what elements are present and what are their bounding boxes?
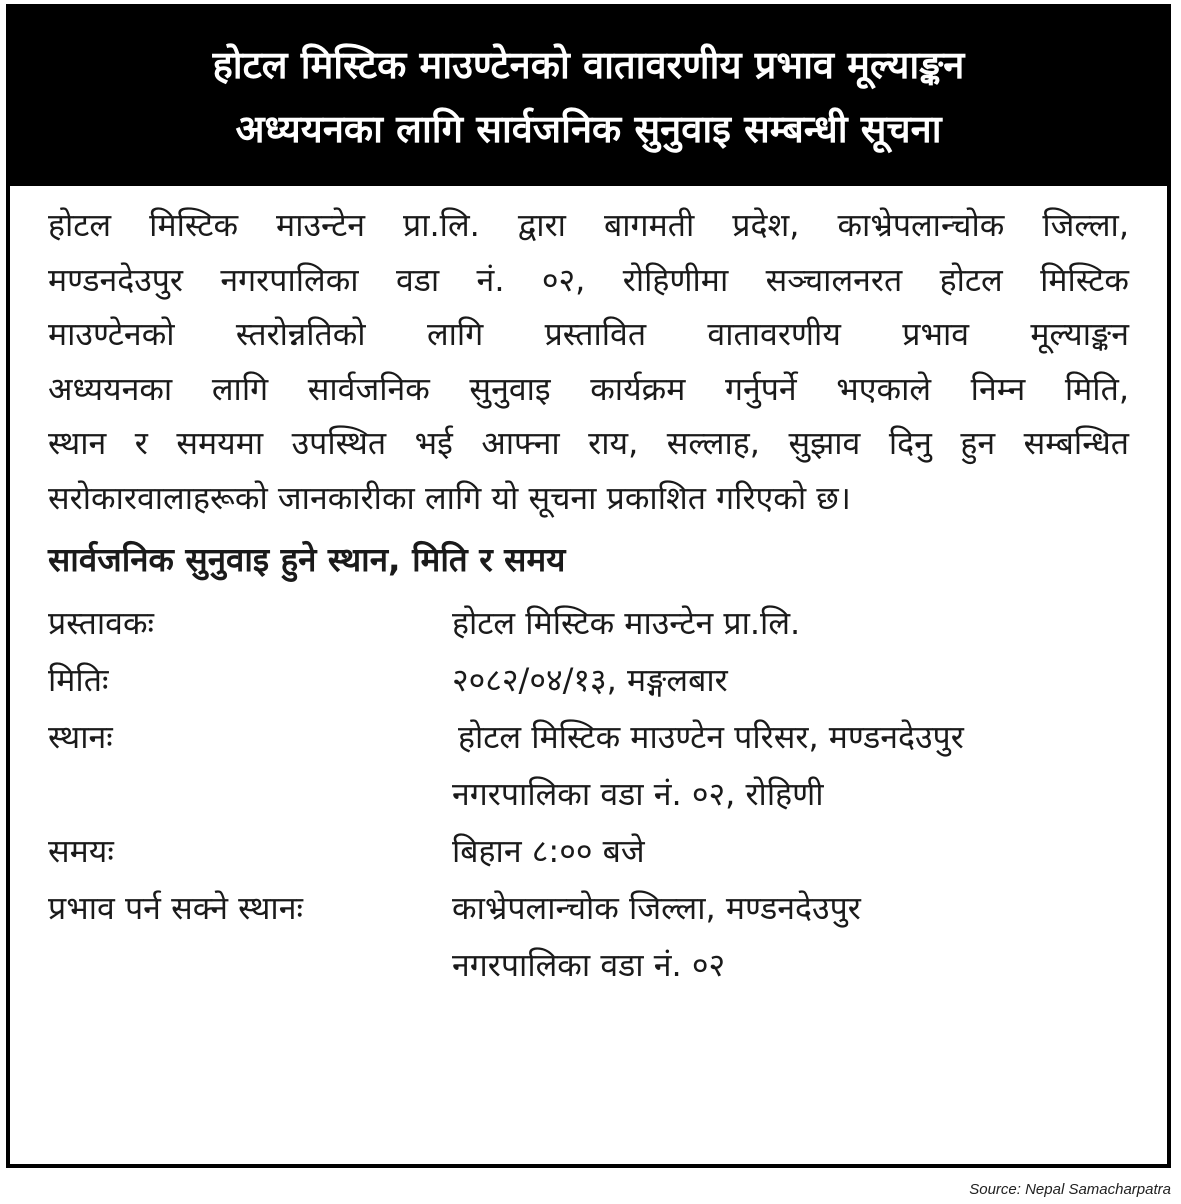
detail-value-line: होटल मिस्टिक माउण्टेन परिसर, मण्डनदेउपुर bbox=[458, 718, 964, 756]
detail-label: स्थानः bbox=[48, 718, 113, 756]
detail-value: २०८२/०४/१३, मङ्गलबार bbox=[452, 661, 728, 699]
notice-body bbox=[10, 186, 1167, 994]
detail-label: मितिः bbox=[48, 661, 109, 699]
detail-value: होटल मिस्टिक माउन्टेन प्रा.लि. bbox=[452, 604, 801, 642]
paragraph-line: स्थान र समयमा उपस्थित भई आफ्ना राय, सल्लाह, सुझाव दिनु हुन सम्बन्धित bbox=[48, 424, 1129, 462]
hearing-subheading: सार्वजनिक सुनुवाइ हुने स्थान, मिति र समय bbox=[48, 540, 566, 579]
source-credit: Source: Nepal Samacharpatra bbox=[969, 1181, 1171, 1198]
detail-label: प्रस्तावकः bbox=[48, 604, 155, 642]
paragraph-line: सरोकारवालाहरूको जानकारीका लागि यो सूचना प्रकाशित गरिएको छ। bbox=[48, 478, 851, 517]
notice-header bbox=[10, 8, 1167, 186]
detail-row-time bbox=[48, 823, 1129, 880]
detail-value-line: नगरपालिका वडा नं. ०२ bbox=[452, 946, 726, 984]
paragraph-line: माउण्टेनको स्तरोन्नतिको लागि प्रस्तावित वातावरणीय प्रभाव मूल्याङ्कन bbox=[48, 315, 1129, 353]
detail-value bbox=[452, 880, 1129, 994]
paragraph-line: मण्डनदेउपुर नगरपालिका वडा नं. ०२, रोहिणीमा सञ्चालनरत होटल मिस्टिक bbox=[48, 260, 1129, 299]
detail-row-proposer bbox=[48, 595, 1129, 652]
notice-title-line-1: होटल मिस्टिक माउण्टेनको वातावरणीय प्रभाव मूल्याङ्कन bbox=[212, 43, 965, 87]
detail-value-line: काभ्रेपलान्चोक जिल्ला, मण्डनदेउपुर bbox=[452, 889, 861, 927]
public-notice bbox=[6, 4, 1171, 1168]
detail-value bbox=[452, 709, 1129, 823]
detail-row-date bbox=[48, 652, 1129, 709]
hearing-details bbox=[48, 595, 1129, 994]
detail-row-affected-area bbox=[48, 880, 1129, 994]
detail-row-venue bbox=[48, 709, 1129, 823]
notice-title-line-2: अध्ययनका लागि सार्वजनिक सुनुवाइ सम्बन्धी सूचना bbox=[235, 107, 942, 151]
detail-label: समयः bbox=[48, 832, 114, 870]
notice-paragraph bbox=[48, 198, 1129, 525]
detail-value: बिहान ८:०० बजे bbox=[452, 832, 645, 870]
paragraph-line: अध्ययनका लागि सार्वजनिक सुनुवाइ कार्यक्रम गर्नुपर्ने भएकाले निम्न मिति, bbox=[48, 369, 1129, 408]
paragraph-line: होटल मिस्टिक माउन्टेन प्रा.लि. द्वारा बागमती प्रदेश, काभ्रेपलान्चोक जिल्ला, bbox=[48, 206, 1129, 244]
detail-label: प्रभाव पर्न सक्ने स्थानः bbox=[48, 889, 303, 927]
detail-value-line: नगरपालिका वडा नं. ०२, रोहिणी bbox=[452, 775, 824, 813]
